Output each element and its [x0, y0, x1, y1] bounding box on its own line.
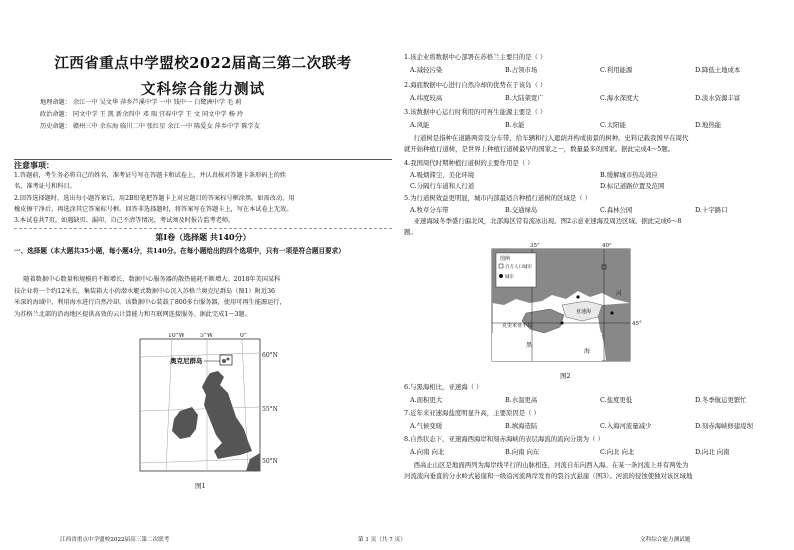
- passage-line: 题。: [404, 228, 417, 237]
- passage-line: 河流流向垂直的分水岭式悬崖和一级沿河流两岸发育的裂谷式悬崖（图3）。河流的侵蚀使独对该区域地: [404, 472, 693, 481]
- lon-label: 5°W: [200, 333, 213, 339]
- option[interactable]: A.向南 向北: [410, 448, 445, 456]
- q6-stem: 6.与黑海相比，亚速海（ ）: [404, 383, 483, 391]
- passage-line: 技企业将一个约12米长、集装箱大小的潜水艇式数据中心沉入苏格兰奥克尼群岛（图1）附近36: [14, 287, 275, 295]
- option[interactable]: A.气候变暖: [410, 422, 443, 430]
- black-sea: [492, 333, 602, 361]
- option[interactable]: A.纬度较高: [410, 94, 443, 102]
- q3-options: [410, 120, 780, 130]
- lat-label: 45°: [632, 321, 642, 327]
- option[interactable]: A.减轻污染: [410, 66, 443, 74]
- option[interactable]: D.标记道路位置及范围: [600, 182, 665, 190]
- option[interactable]: D.冬季航运更繁忙: [695, 396, 747, 404]
- notes-body: [14, 170, 392, 226]
- divider: [14, 228, 392, 229]
- option[interactable]: B.缓解城市热岛效应: [600, 171, 658, 179]
- option[interactable]: B.水能: [505, 121, 525, 129]
- note-line: 名、准考证号和科目。: [14, 183, 76, 191]
- note-line: 2.回答选择题时，选出每小题答案后，用2B铅笔把答题卡上对应题目的答案标号框涂黑。如需改动，用: [14, 194, 295, 202]
- option[interactable]: A.风能: [410, 121, 430, 129]
- option[interactable]: D.十字路口: [695, 206, 728, 214]
- passage-1: [14, 274, 392, 320]
- passage-line: 为苏格兰北部的沿海地区提供高效的云计算能力和互联网连接服务。据此完成1～3题。: [14, 310, 251, 318]
- sea-label: 海: [584, 348, 591, 355]
- option[interactable]: C.太阳能: [600, 121, 626, 129]
- lon-label: 35°: [530, 243, 540, 249]
- authors-geo: 地理命题： 余江一中 吴文华 萍乡芦溪中学 一中 钱中一 白鹭洲中学 毛 莉: [40, 99, 242, 106]
- option[interactable]: C.利用能源: [600, 66, 633, 74]
- option[interactable]: C.森林公园: [600, 206, 633, 214]
- passage-line: 西高止山区是地面两列为海岸线平行的山脉相连，河流自东向西入海。在某一条河流上并有两处为: [413, 461, 689, 469]
- option[interactable]: C.海水深度大: [600, 94, 639, 102]
- option[interactable]: D.向北 向南: [695, 448, 730, 456]
- map-caption-2: 图2: [560, 372, 571, 380]
- sea-label: 黑: [526, 342, 533, 349]
- lon-label: 0°: [240, 333, 247, 339]
- passage-line: 就开始种植行道树，是世界上种植行道树最早的国家之一，数量最多的国家。据此完成4～5题。: [404, 145, 675, 154]
- q4-options: [410, 170, 780, 192]
- q1-options: [410, 65, 780, 75]
- notes-title: 注意事项：: [14, 160, 54, 170]
- option[interactable]: C.盐度更低: [600, 396, 633, 404]
- option[interactable]: B.交通绿岛: [505, 206, 538, 214]
- authors-politics: 政治命题： 同文中学 王 凯 新余四中 邓 瑞 宜春中学 王 文 同文中学 杨 玲: [40, 111, 244, 119]
- passage-line: 随着数据中心数量和规模的不断增长，数据中心服务器的散热能耗不断增大。2018年美国某科: [23, 276, 281, 283]
- q3-stem: 3.该数据中心运行时利用的可再生能源主要是（ ）: [404, 108, 547, 116]
- exam-subtitle: 文科综合能力测试: [141, 81, 265, 98]
- option[interactable]: A.面积更大: [410, 396, 443, 404]
- option[interactable]: C.向北 向北: [600, 448, 635, 456]
- legend-city: 百万人口城市: [505, 265, 532, 270]
- q4-stem: 4.我国周代时期种植行道树的主要作用是（ ）: [404, 159, 534, 167]
- passage-line: 亚速海域冬季盛行偏北风，北部海区常有流冰出现。图2示意亚速海及周边区域。据此完成6～8: [413, 217, 682, 225]
- authors-history: 历史命题： 赣州三中 余东海 临川二中 张红星 余江一中 陈爱女 萍乡中学 陈学友: [40, 123, 260, 131]
- option[interactable]: A.吸烟滞尘，美化环境: [410, 171, 475, 179]
- q7-stem: 7.近年来亚速海盐度明显升高，主要原因是（ ）: [404, 409, 540, 417]
- passage-2: [404, 133, 786, 156]
- map-caption-1: 图1: [195, 482, 206, 490]
- option[interactable]: D.降低土地成本: [695, 66, 741, 74]
- section-heading: 第Ⅰ卷（选择题 共140分）: [155, 232, 251, 242]
- section-intro: 一、选择题（本大题共35小题，每小题4分，共140分。在每小题给出的四个选项中，只有一项是符合题目要求）: [14, 247, 345, 255]
- passage-4: [404, 460, 786, 483]
- q8-stem: 8.自然状态下，亚速海西海岸和刻赤海峡的表层海流的流向分别为（ ）: [404, 435, 604, 443]
- exam-title: 江西省重点中学盟校2022届高三第二次联考: [54, 55, 352, 72]
- q2-stem: 2.海底数据中心进行自然冷却的优势在于该岛（ ）: [404, 81, 547, 89]
- q5-stem: 5.为行道树效益更明显，城市内部最适合种植行道树的区域是（ ）: [404, 194, 592, 202]
- divider: [14, 159, 392, 160]
- q2-options: [410, 93, 780, 103]
- sea-label: 亚速海: [576, 309, 592, 315]
- option[interactable]: D.地热能: [695, 121, 722, 129]
- lon-label: 10°W: [168, 333, 185, 339]
- q1-stem: 1.该企业将数据中心部署在苏格兰主要目的是（ ）: [404, 53, 547, 61]
- map-figure-1: [132, 333, 286, 481]
- option[interactable]: C.分隔行车道和人行道: [410, 182, 475, 190]
- option[interactable]: B.填海造陆: [505, 422, 538, 430]
- footer-page: 第 1 页（共 7 页）: [358, 537, 406, 543]
- option[interactable]: B.水温更高: [505, 396, 538, 404]
- note-line: 橡皮擦干净后，再选涂其它答案标号框。回答非选择题时，将答案写在答题卡上，写在本试卷上无效。: [14, 205, 293, 213]
- footer-right: 文科综合能力测试题: [640, 537, 691, 543]
- note-line: 3.本试卷共7页。如遇缺页、漏印、自己不清等情况，考试须及时报告监考老师。: [14, 217, 235, 225]
- note-line: 1.答题前，考生务必将自己的姓名、准考证号写在答题卡和试卷上，并认真核对答题卡条形码上的姓: [14, 172, 286, 179]
- q5-options: [410, 205, 780, 215]
- authors-list: [40, 97, 380, 134]
- option[interactable]: B.向南 向东: [505, 448, 540, 456]
- peninsula-label: 克里米亚半岛: [502, 323, 533, 329]
- lat-label: 50°N: [262, 458, 278, 465]
- legend-title: 图例: [500, 256, 511, 262]
- option[interactable]: A.牧草分车带: [410, 206, 449, 214]
- legend-town: 城市: [505, 275, 514, 280]
- option[interactable]: B.大陆架宽广: [505, 94, 544, 102]
- footer-left: 江西省重点中学盟校2022届高三第二次联考: [60, 537, 170, 543]
- lat-label: 60°N: [262, 352, 278, 359]
- lon-label: 40°: [602, 243, 612, 249]
- place-label: 奥克尼群岛: [170, 357, 203, 365]
- option[interactable]: D.刻赤海峡修建堤坝: [695, 422, 754, 430]
- q6-options: [410, 395, 780, 405]
- lat-label: 55°N: [262, 406, 278, 413]
- option[interactable]: D.淡水资源丰富: [695, 94, 741, 102]
- passage-line: 行道树是指种在道路两旁及分车带，给车辆和行人遮荫并构成街景的树种。史料记载我国早在周代: [413, 134, 689, 142]
- q8-options: [410, 447, 780, 457]
- q7-options: [410, 421, 780, 431]
- option[interactable]: C.入海河流量减少: [600, 422, 652, 430]
- passage-3: [404, 216, 786, 239]
- passage-line: 米深的海域中，利用海水进行自然冷却。该数据中心装载了800多台服务器，使用可再生能源运行，: [14, 299, 286, 306]
- option[interactable]: B.占领市场: [505, 66, 538, 74]
- river-label: 河: [616, 291, 622, 297]
- map-figure-2: [486, 243, 648, 366]
